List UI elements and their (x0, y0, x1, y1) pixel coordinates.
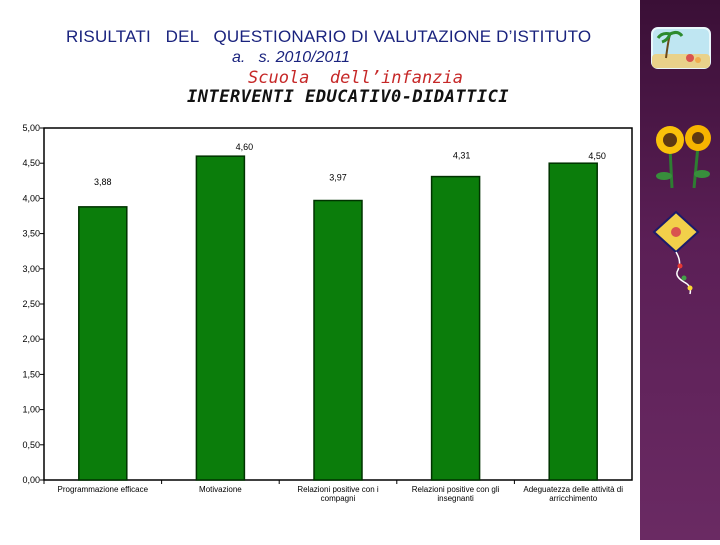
data-label: 3,88 (94, 176, 112, 187)
bar (79, 207, 127, 480)
kite-icon (654, 212, 698, 294)
bar-chart-svg (0, 116, 640, 540)
decorative-sidebar (640, 0, 720, 540)
bar (549, 163, 597, 480)
bar (314, 201, 362, 480)
bar (432, 177, 480, 480)
y-tick-label: 1,50 (22, 369, 40, 380)
x-tick-label: Programmazione efficace (57, 485, 149, 494)
y-tick-label: 4,00 (22, 193, 40, 204)
x-tick-label: Relazioni positive con gli insegnanti (411, 485, 500, 503)
y-tick-label: 5,00 (22, 123, 40, 133)
x-tick-label: Adeguatezza delle attività di arricchimento (523, 485, 624, 503)
y-tick-label: 2,50 (22, 299, 40, 309)
y-tick-label: 0,50 (22, 439, 40, 450)
beach-scene-icon (652, 28, 710, 68)
y-tick-label: 0,00 (22, 475, 40, 485)
data-label: 3,97 (329, 172, 347, 183)
school-level: Scuola dell’infanzia (248, 68, 463, 88)
y-tick-label: 3,50 (22, 228, 40, 239)
sunflowers-icon (656, 125, 711, 188)
section-subtitle: INTERVENTI EDUCATIV0-DIDATTICI (187, 87, 510, 107)
y-tick-label: 2,00 (22, 334, 40, 345)
data-label: 4,50 (588, 151, 606, 162)
x-tick-label: Relazioni positive con i compagni (297, 485, 379, 503)
x-tick-label: Motivazione (199, 485, 242, 494)
bar-chart (0, 116, 640, 540)
data-label: 4,60 (235, 142, 254, 153)
school-year: a. s. 2010/2011 (232, 49, 351, 66)
y-tick-label: 3,00 (22, 263, 40, 274)
y-tick-label: 1,00 (22, 404, 40, 415)
slide-title: RISULTATI DEL QUESTIONARIO DI VALUTAZIONE D’ISTITUTO (66, 27, 592, 46)
y-tick-label: 4,50 (22, 158, 40, 169)
bar (196, 156, 244, 480)
data-label: 4,31 (452, 150, 471, 161)
